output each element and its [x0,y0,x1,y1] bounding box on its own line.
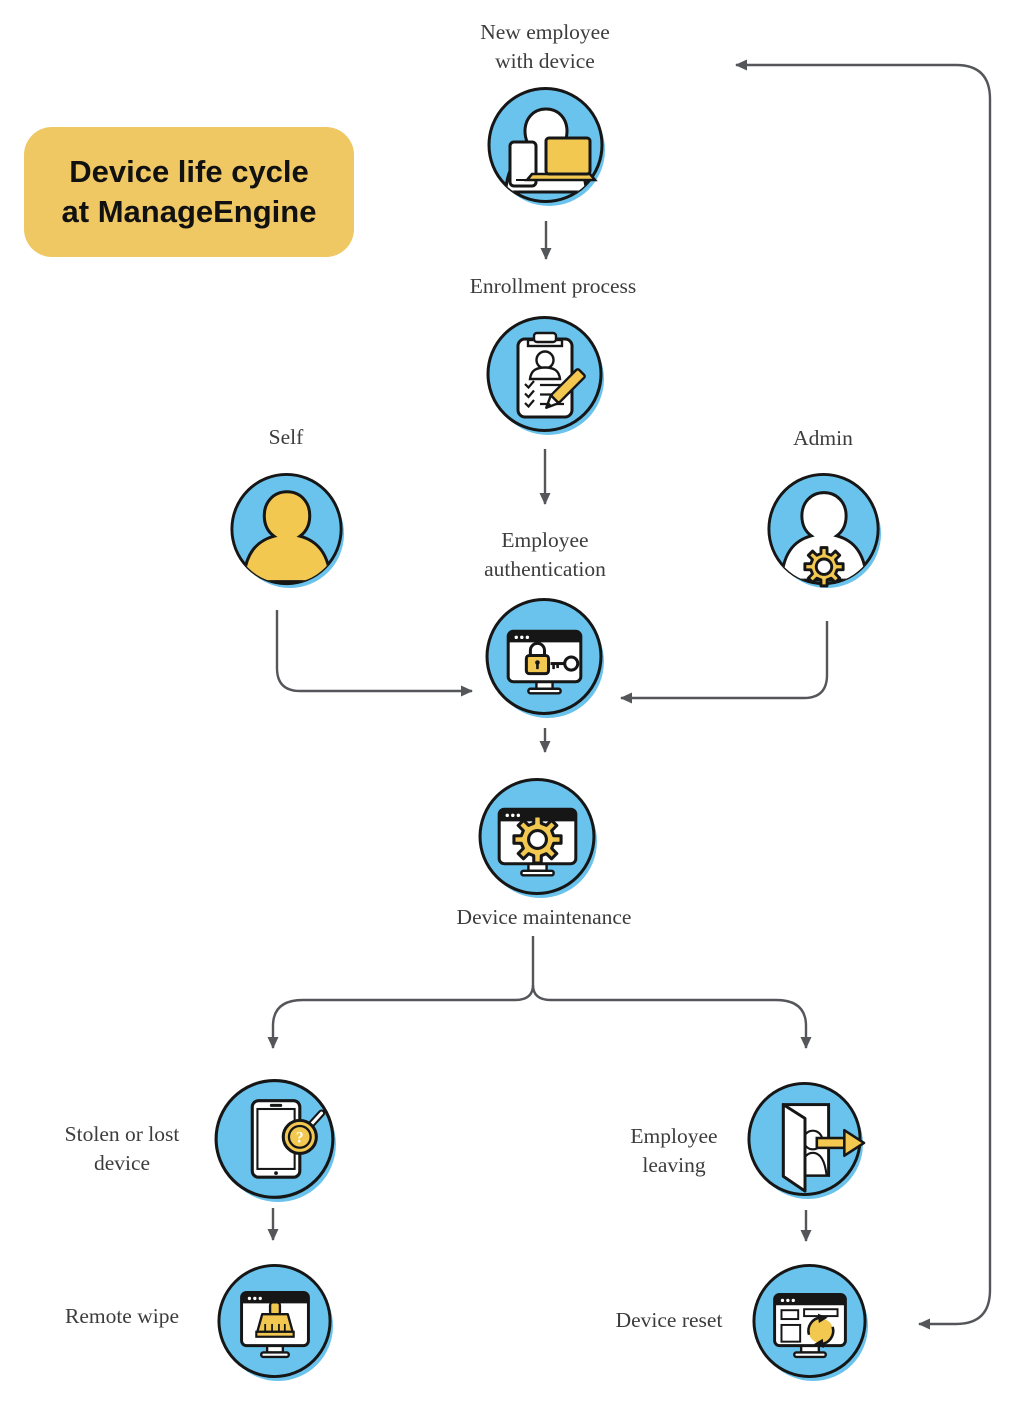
stolen-label [65,1120,180,1178]
edge-self-authentication [277,610,472,691]
node-stolen-device [213,1078,337,1202]
label-line: New employee [480,20,610,44]
gear-icon [805,548,843,586]
label-line: Device maintenance [456,905,632,929]
node-device-reset [751,1263,869,1381]
title-line: at ManageEngine [61,194,317,229]
label-line: Device reset [615,1308,723,1332]
label-line: Enrollment process [469,274,637,298]
remote-wipe-label [65,1302,179,1331]
person-silhouette-icon [229,472,345,588]
maintenance-label [457,903,632,932]
label-line: Self [268,425,304,449]
browser-lock-and-key-icon [484,597,605,718]
node-employee-leaving [746,1081,864,1199]
clipboard-checklist-pencil-icon [485,315,605,435]
node-admin [766,472,882,588]
tablet-magnifier-question-icon [213,1078,337,1202]
label-line: Employee [501,528,589,552]
door-exit-arrow-icon [746,1081,864,1199]
node-self [229,472,345,588]
device-reset-label [616,1306,723,1335]
node-enrollment [485,315,605,435]
title-line: Device life cycle [69,154,309,189]
title-card [24,127,354,257]
node-maintenance [477,777,598,898]
new-employee-label [480,18,610,76]
label-line: leaving [642,1153,706,1177]
admin-label [793,424,853,453]
gear-icon [514,816,561,863]
label-line: Employee [630,1124,718,1148]
node-new-employee [486,86,606,206]
self-label [269,423,304,452]
browser-broom-icon [216,1263,334,1381]
browser-gear-icon [477,777,598,898]
person-with-gear-icon [766,472,882,588]
page-title [62,152,317,232]
person-with-laptop-and-phone-icon [486,86,606,206]
label-line: device [93,1151,151,1175]
browser-refresh-icon [751,1263,869,1381]
node-authentication [484,597,605,718]
label-line: Admin [793,426,853,450]
enrollment-label [470,272,637,301]
label-line: with device [495,49,595,73]
node-remote-wipe [216,1263,334,1381]
authentication-label [484,526,606,584]
edge-maintenance-stolen [273,985,533,1048]
leaving-label [630,1122,717,1180]
label-line: authentication [484,557,606,581]
svg-text:?: ? [295,1129,304,1147]
edge-maintenance-leaving [533,985,806,1048]
edge-admin-authentication [621,621,827,698]
label-line: Stolen or lost [64,1122,180,1146]
label-line: Remote wipe [64,1304,180,1328]
